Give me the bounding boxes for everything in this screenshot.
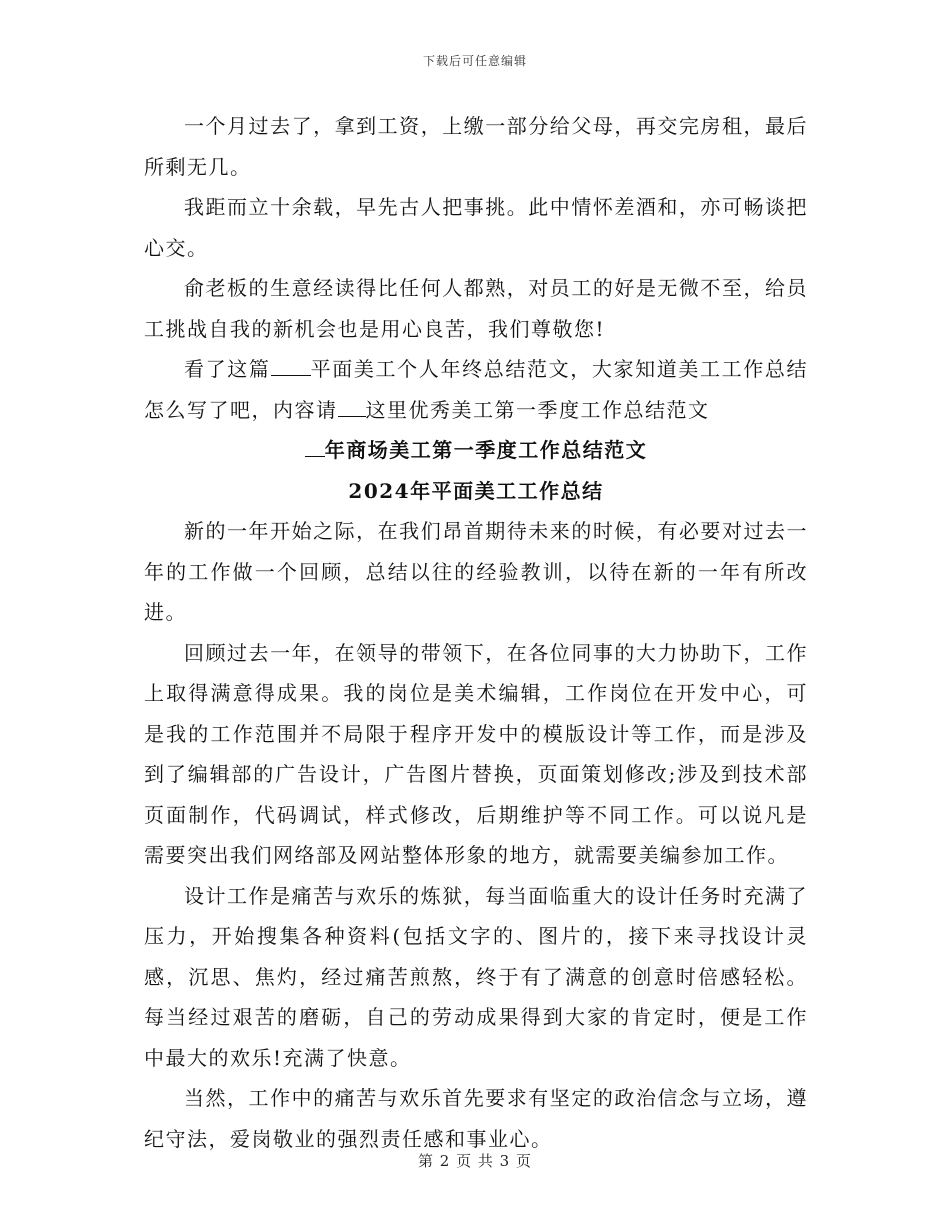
- fill-blank: [338, 395, 366, 417]
- paragraph-summary-part-2: 平面美工个人年终总结范文，大家知道美工工作总结怎么写了吧，内容请: [144, 357, 809, 422]
- document-body: [144, 106, 808, 1159]
- paragraph-design-work: 设计工作是痛苦与欢乐的炼狱，每当面临重大的设计任务时充满了压力，开始搜集各种资料(包括文字的、图片的，接下来寻找设计灵感，沉思、焦灼，经过痛苦煎熬，终于有了满意的创意时倍感轻松。每当经过艰苦的磨砺，自己的劳动成果得到大家的肯定时，便是工作中最大的欢乐!充满了快意。: [144, 883, 808, 1070]
- paragraph-conclusion: 当然，工作中的痛苦与欢乐首先要求有坚定的政治信念与立场，遵纪守法，爱岗敬业的强烈责任感和事业心。: [144, 1086, 808, 1151]
- section-heading-2024: 2024年平面美工工作总结: [348, 478, 604, 503]
- paragraph-boss: 俞老板的生意经读得比任何人都熟，对员工的好是无微不至，给员工挑战自我的新机会也是用心良苦，我们尊敬您!: [144, 276, 808, 341]
- fill-blank: [305, 435, 325, 457]
- paragraph-summary-part-1: 看了这篇: [184, 357, 271, 381]
- paragraph-salary: 一个月过去了，拿到工资，上缴一部分给父母，再交完房租，最后所剩无几。: [144, 114, 808, 179]
- paragraph-poem: 我距而立十余载，早先古人把事挑。此中情怀差酒和，亦可畅谈把心交。: [144, 195, 808, 260]
- paragraph-summary-link: [144, 349, 808, 430]
- fill-blank: [271, 354, 311, 376]
- paragraph-intro: 新的一年开始之际，在我们昂首期待未来的时候，有必要对过去一年的工作做一个回顾，总结以往的经验教训，以待在新的一年有所改进。: [144, 519, 808, 624]
- page-number: 第 2 页 共 3 页: [418, 1152, 532, 1170]
- paragraph-review: 回顾过去一年，在领导的带领下，在各位同事的大力协助下，工作上取得满意得成果。我的岗位是美术编辑，工作岗位在开发中心，可是我的工作范围并不局限于程序开发中的模版设计等工作，而是涉及到了编辑部的广告设计，广告图片替换，页面策划修改;涉及到技术部页面制作，代码调试，样式修改，后期维护等不同工作。可以说凡是需要突出我们网络部及网站整体形象的地方，就需要美编参加工作。: [144, 640, 808, 867]
- section-heading-mall-text: 年商场美工第一季度工作总结范文: [324, 438, 648, 462]
- page-header: 下载后可任意编辑: [422, 54, 527, 68]
- paragraph-summary-part-3: 这里优秀美工第一季度工作总结范文: [365, 397, 710, 422]
- section-heading-mall: [144, 430, 808, 471]
